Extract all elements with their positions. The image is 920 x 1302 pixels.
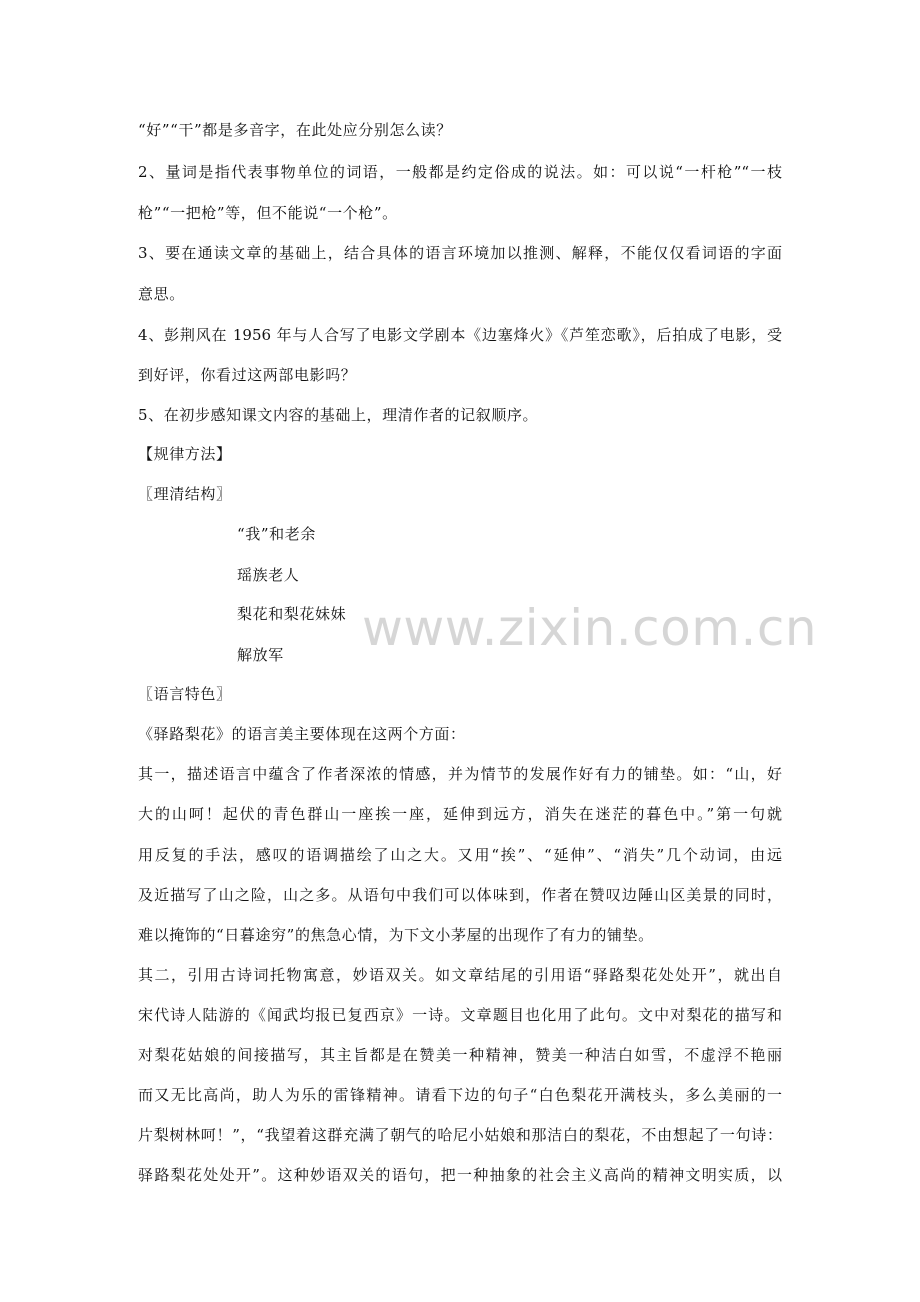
text-line-4: 3、要在通读文章的基础上，结合具体的语言环境加以推测、解释，不能仅仅看词语的字面 bbox=[138, 244, 782, 262]
text-line-23: 宋代诗人陆游的《闻武均报已复西京》一诗。文章题目也化用了此句。文中对梨花的描写和 bbox=[138, 1006, 782, 1024]
text-line-18: 大的山呵！起伏的青色群山一座挨一座，延伸到远方，消失在迷茫的暮色中。”第一句就 bbox=[138, 805, 782, 823]
text-line-3: 枪”“一把枪”等，但不能说“一个枪”。 bbox=[138, 204, 398, 222]
text-line-5: 意思。 bbox=[138, 285, 185, 303]
text-line-26: 片梨树林呵！”，“我望着这群充满了朝气的哈尼小姑娘和那洁白的梨花，不由想起了一句诗： bbox=[138, 1126, 782, 1144]
text-line-19: 用反复的手法，感叹的语调描绘了山之大。又用“挨”、“延伸”、“消失”几个动词，由远 bbox=[138, 846, 782, 864]
text-line-8: 5、在初步感知课文内容的基础上，理清作者的记叙顺序。 bbox=[138, 406, 539, 424]
text-line-16: 《驿路梨花》的语言美主要体现在这两个方面： bbox=[138, 725, 466, 743]
subheading-language: 〖语言特色〗 bbox=[138, 685, 232, 703]
text-line-24: 对梨花姑娘的间接描写，其主旨都是在赞美一种精神，赞美一种洁白如雪，不虚浮不艳丽 bbox=[138, 1046, 782, 1064]
structure-item-2: 瑶族老人 bbox=[237, 566, 300, 584]
structure-item-4: 解放军 bbox=[237, 646, 284, 664]
text-line-6: 4、彭荆风在 1956 年与人合写了电影文学剧本《边塞烽火》《芦笙恋歌》，后拍成了电影，受 bbox=[138, 326, 782, 344]
section-heading-methods: 【规律方法】 bbox=[138, 445, 232, 463]
structure-item-3: 梨花和梨花妹妹 bbox=[237, 605, 347, 623]
subheading-structure: 〖理清结构〗 bbox=[138, 485, 232, 503]
text-line-17: 其一，描述语言中蕴含了作者深浓的情感，并为情节的发展作好有力的铺垫。如：“山，好 bbox=[138, 765, 782, 783]
text-line-25: 而又无比高尚，助人为乐的雷锋精神。请看下边的句子“白色梨花开满枝头，多么美丽的一 bbox=[138, 1086, 782, 1104]
watermark: www.zixin.com.cn bbox=[362, 599, 818, 657]
text-line-2: 2、量词是指代表事物单位的词语，一般都是约定俗成的说法。如：可以说“一杆枪”“一枝 bbox=[138, 163, 782, 181]
text-line-20: 及近描写了山之险，山之多。从语句中我们可以体味到，作者在赞叹边陲山区美景的同时， bbox=[138, 886, 782, 904]
structure-item-1: “我”和老余 bbox=[237, 525, 316, 543]
text-line-7: 到好评，你看过这两部电影吗？ bbox=[138, 366, 357, 384]
text-line-22: 其二，引用古诗词托物寓意，妙语双关。如文章结尾的引用语“驿路梨花处处开”，就出自 bbox=[138, 966, 782, 984]
text-line-1: “好”“干”都是多音字，在此处应分别怎么读？ bbox=[138, 121, 452, 139]
text-line-27: 驿路梨花处处开”。这种妙语双关的语句，把一种抽象的社会主义高尚的精神文明实质，以 bbox=[138, 1166, 782, 1184]
text-line-21: 难以掩饰的“日暮途穷”的焦急心情，为下文小茅屋的出现作了有力的铺垫。 bbox=[138, 926, 654, 944]
